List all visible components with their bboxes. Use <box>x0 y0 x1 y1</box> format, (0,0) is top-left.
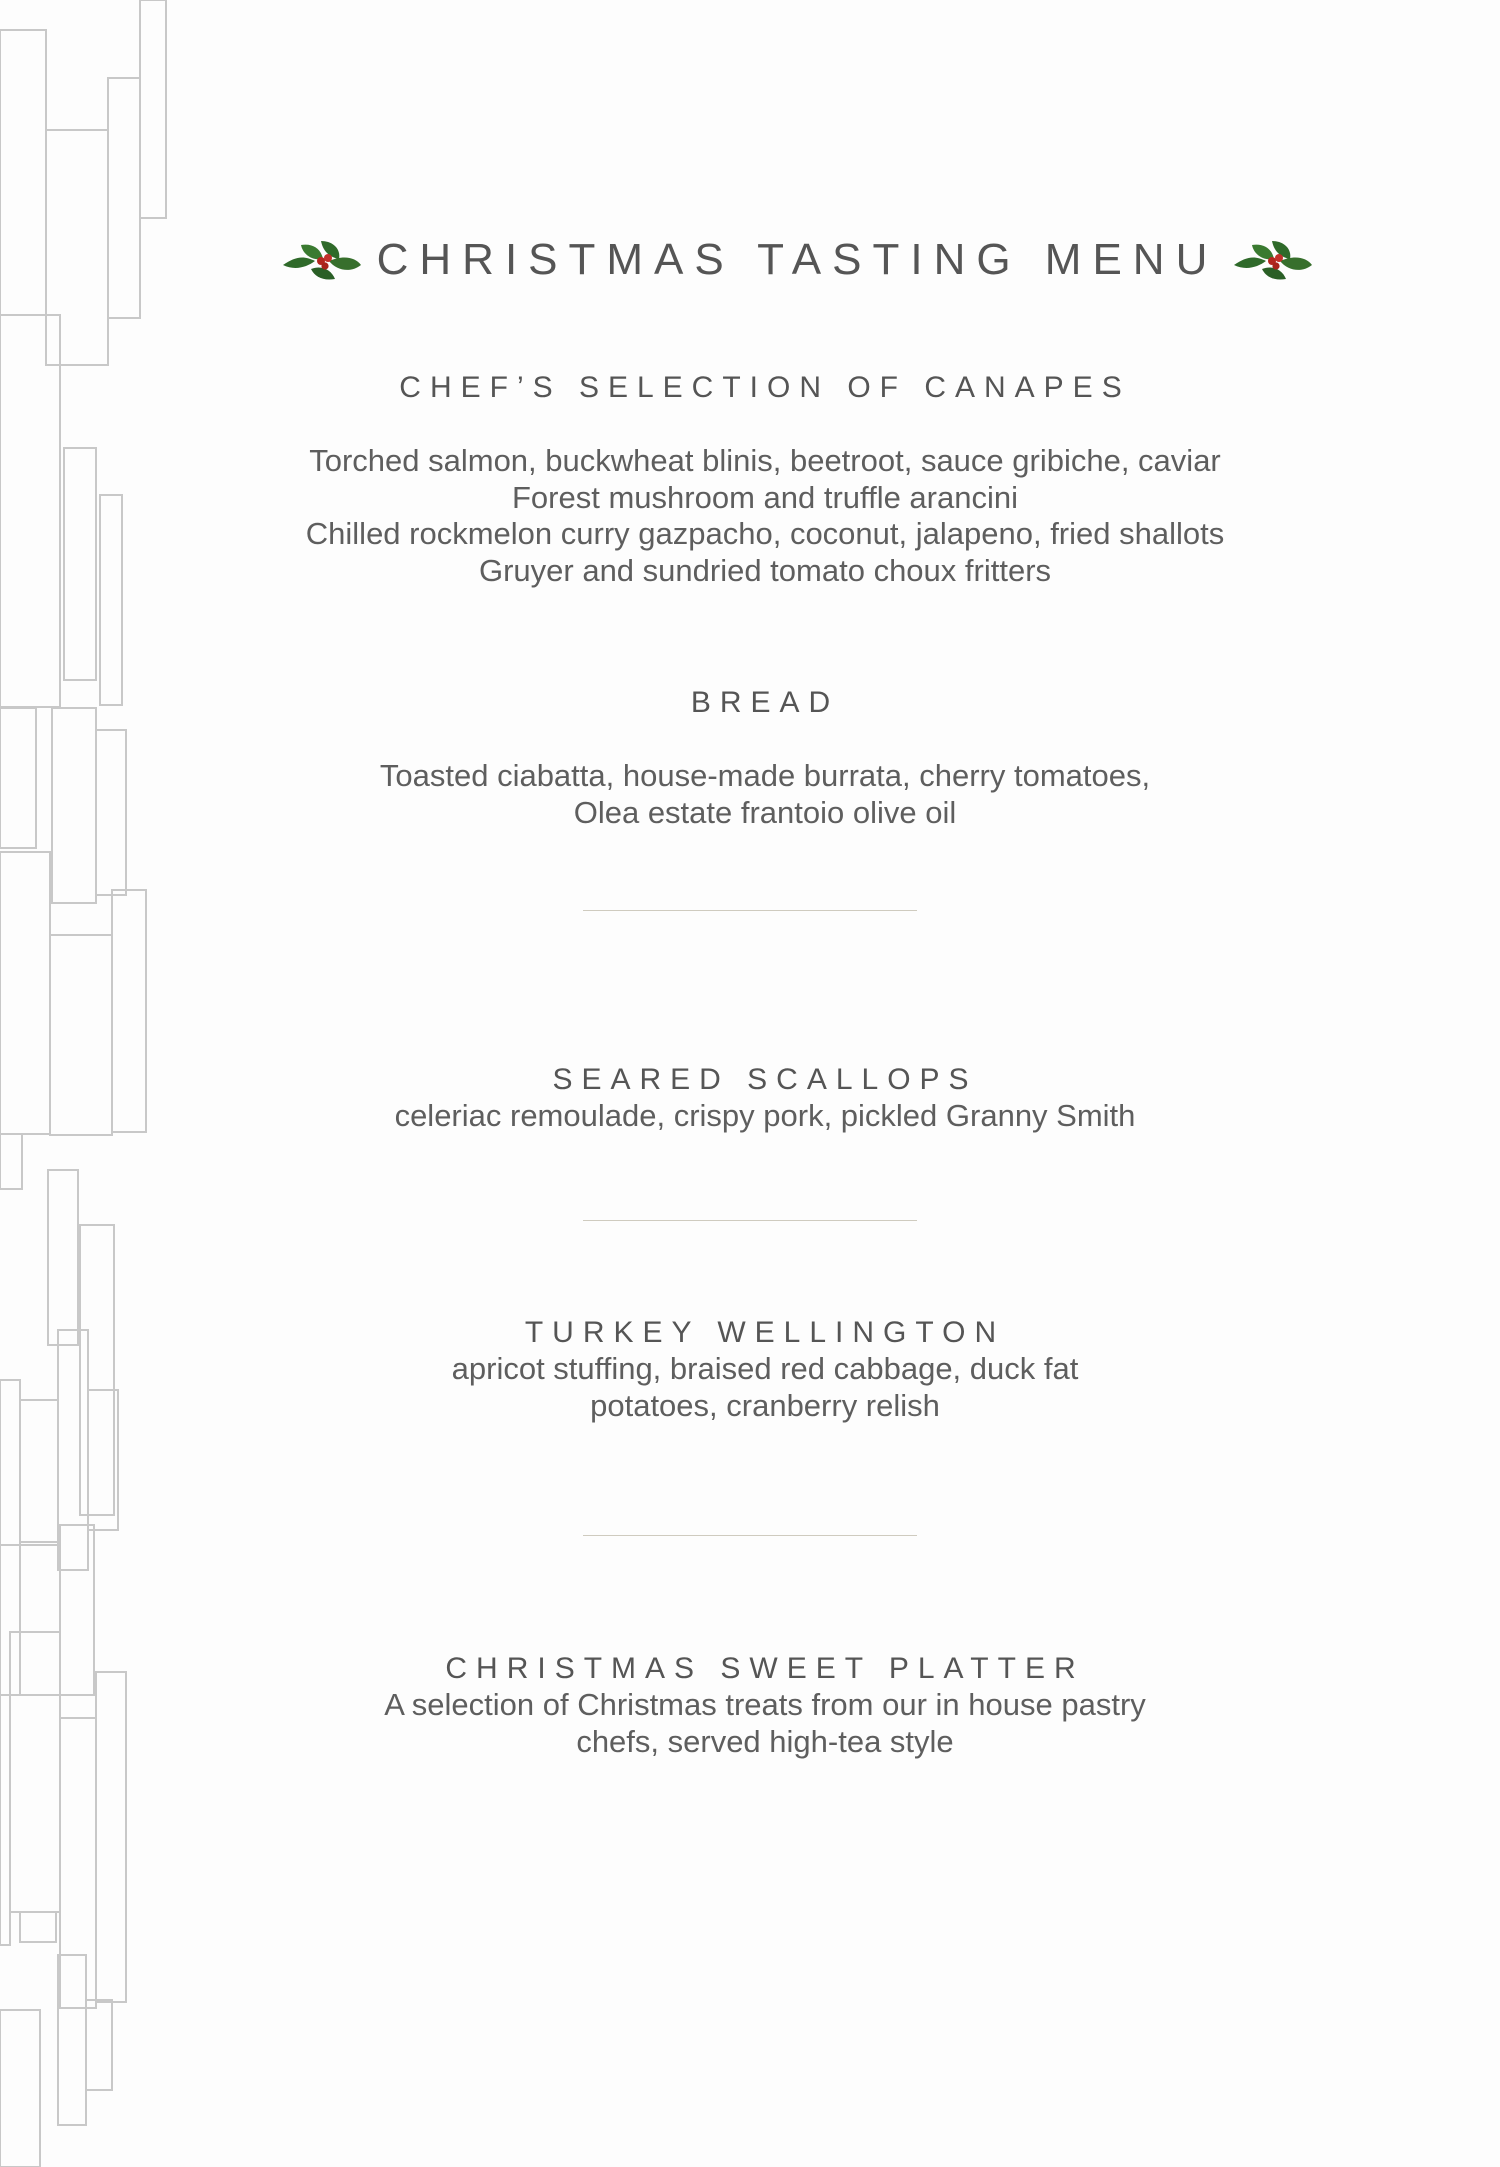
holly-sprig-icon <box>1232 235 1314 285</box>
menu-item: Torched salmon, buckwheat blinis, beetroot, sauce gribiche, caviar <box>309 443 1221 478</box>
course-description: celeriac remoulade, crispy pork, pickled Granny Smith <box>394 1098 1136 1133</box>
holly-sprig-icon <box>281 235 363 285</box>
section-heading: CHEF’S SELECTION OF CANAPES <box>399 371 1131 404</box>
course-description: potatoes, cranberry relish <box>590 1387 940 1423</box>
course-description: chefs, served high-tea style <box>576 1723 954 1759</box>
course-heading: SEARED SCALLOPS <box>552 1063 978 1096</box>
menu-item: Gruyer and sundried tomato choux fritters <box>478 552 1052 588</box>
sweets-section <box>0 1651 1500 1760</box>
divider-line <box>583 1220 917 1221</box>
menu-title-row <box>330 225 1265 295</box>
divider-line <box>583 1535 917 1536</box>
course-heading: TURKEY WELLINGTON <box>524 1316 1006 1349</box>
course-heading: CHRISTMAS SWEET PLATTER <box>445 1652 1085 1685</box>
course-description: apricot stuffing, braised red cabbage, duck fat <box>451 1351 1079 1386</box>
course-description: A selection of Christmas treats from our in house pastry <box>384 1687 1146 1722</box>
divider-line <box>583 910 917 911</box>
menu-item: Forest mushroom and truffle arancini <box>512 479 1018 515</box>
menu-title: CHRISTMAS TASTING MENU <box>376 235 1219 284</box>
scallops-section <box>0 1062 1500 1135</box>
bread-section <box>0 685 1500 831</box>
turkey-section <box>0 1315 1500 1424</box>
menu-item: Chilled rockmelon curry gazpacho, coconut, jalapeno, fried shallots <box>305 516 1225 551</box>
canapes-section <box>0 370 1500 589</box>
menu-item-description: Olea estate frantoio olive oil <box>573 794 957 830</box>
section-heading: BREAD <box>690 686 840 719</box>
menu-item-description: Toasted ciabatta, house-made burrata, cherry tomatoes, <box>379 758 1151 793</box>
